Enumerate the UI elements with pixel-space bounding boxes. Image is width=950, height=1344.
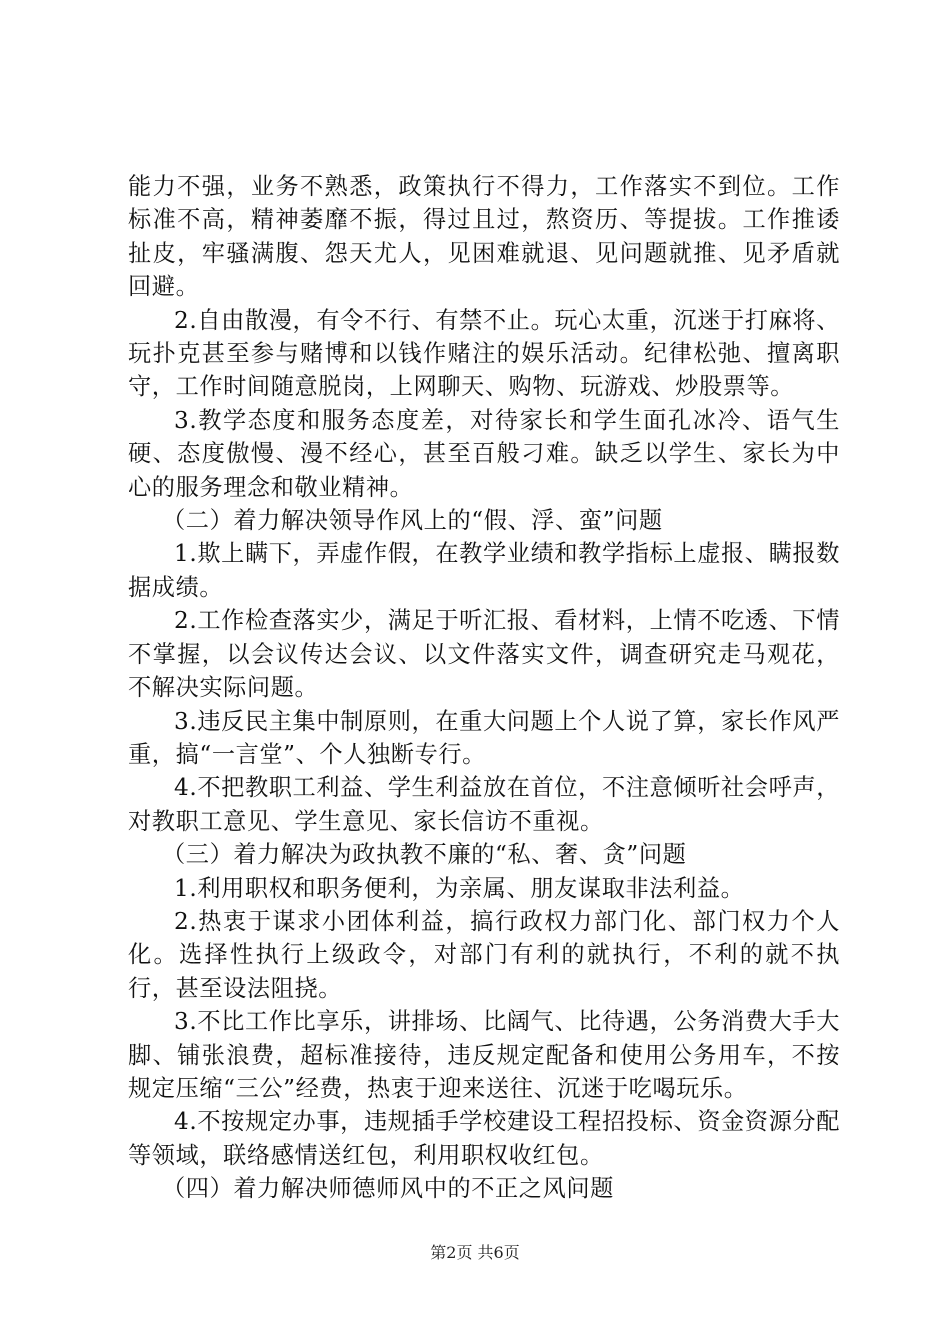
section-heading-2: （二）着力解决领导作风上的“假、浮、蛮”问题 xyxy=(162,507,663,535)
list-item-4: 4.不按规定办事，违规插手学校建设工程招投标、资金资源分配等领域，联络感情送红包，利用职权收红包。 xyxy=(128,1108,840,1169)
page-number-label: 第2页 共6页 xyxy=(430,1243,520,1262)
list-item-2: 2.自由散漫，有令不行、有禁不止。玩心太重，沉迷于打麻将、玩扑克甚至参与赌博和以钱作赌注的娱乐活动。纪律松弛、擅离职守，工作时间随意脱岗，上网聊天、购物、玩游戏、炒股票等。 xyxy=(128,306,840,401)
document-body xyxy=(128,170,840,1206)
list-item-1: 1.利用职权和职务便利，为亲属、朋友谋取非法利益。 xyxy=(174,874,745,902)
list-item-3: 3.不比工作比享乐，讲排场、比阔气、比待遇，公务消费大手大脚、铺张浪费，超标准接待，违反规定配备和使用公务用车，不按规定压缩“三公”经费，热衷于迎来送往、沉迷于吃喝玩乐。 xyxy=(128,1008,840,1102)
list-item-1: 1.欺上瞒下，弄虚作假，在教学业绩和教学指标上虚报、瞒报数据成绩。 xyxy=(128,540,840,601)
page-footer xyxy=(0,1242,950,1264)
list-item-3: 3.教学态度和服务态度差，对待家长和学生面孔冰冷、语气生硬、态度傲慢、漫不经心，甚至百般刁难。缺乏以学生、家长为中心的服务理念和敬业精神。 xyxy=(128,406,840,501)
section-heading-4: （四）着力解决师德师风中的不正之风问题 xyxy=(162,1175,614,1203)
list-item-2: 2.热衷于谋求小团体利益，搞行政权力部门化、部门权力个人化。选择性执行上级政令，对部门有利的就执行，不利的就不执行，甚至设法阻挠。 xyxy=(128,907,840,1002)
list-item-2: 2.工作检查落实少，满足于听汇报、看材料，上情不吃透、下情不掌握，以会议传达会议、以文件落实文件，调查研究走马观花，不解决实际问题。 xyxy=(128,607,840,702)
list-item-4: 4.不把教职工利益、学生利益放在首位，不注意倾听社会呼声，对教职工意见、学生意见、家长信访不重视。 xyxy=(128,774,840,835)
paragraph-continuation: 能力不强，业务不熟悉，政策执行不得力，工作落实不到位。工作标准不高，精神萎靡不振，得过且过，熬资历、等提拔。工作推诿扯皮，牢骚满腹、怨天尤人，见困难就退、见问题就推、见矛盾就回避。 xyxy=(128,173,840,301)
list-item-3: 3.违反民主集中制原则，在重大问题上个人说了算，家长作风严重，搞“一言堂”、个人独断专行。 xyxy=(128,707,840,768)
section-heading-3: （三）着力解决为政执教不廉的“私、奢、贪”问题 xyxy=(162,841,687,869)
